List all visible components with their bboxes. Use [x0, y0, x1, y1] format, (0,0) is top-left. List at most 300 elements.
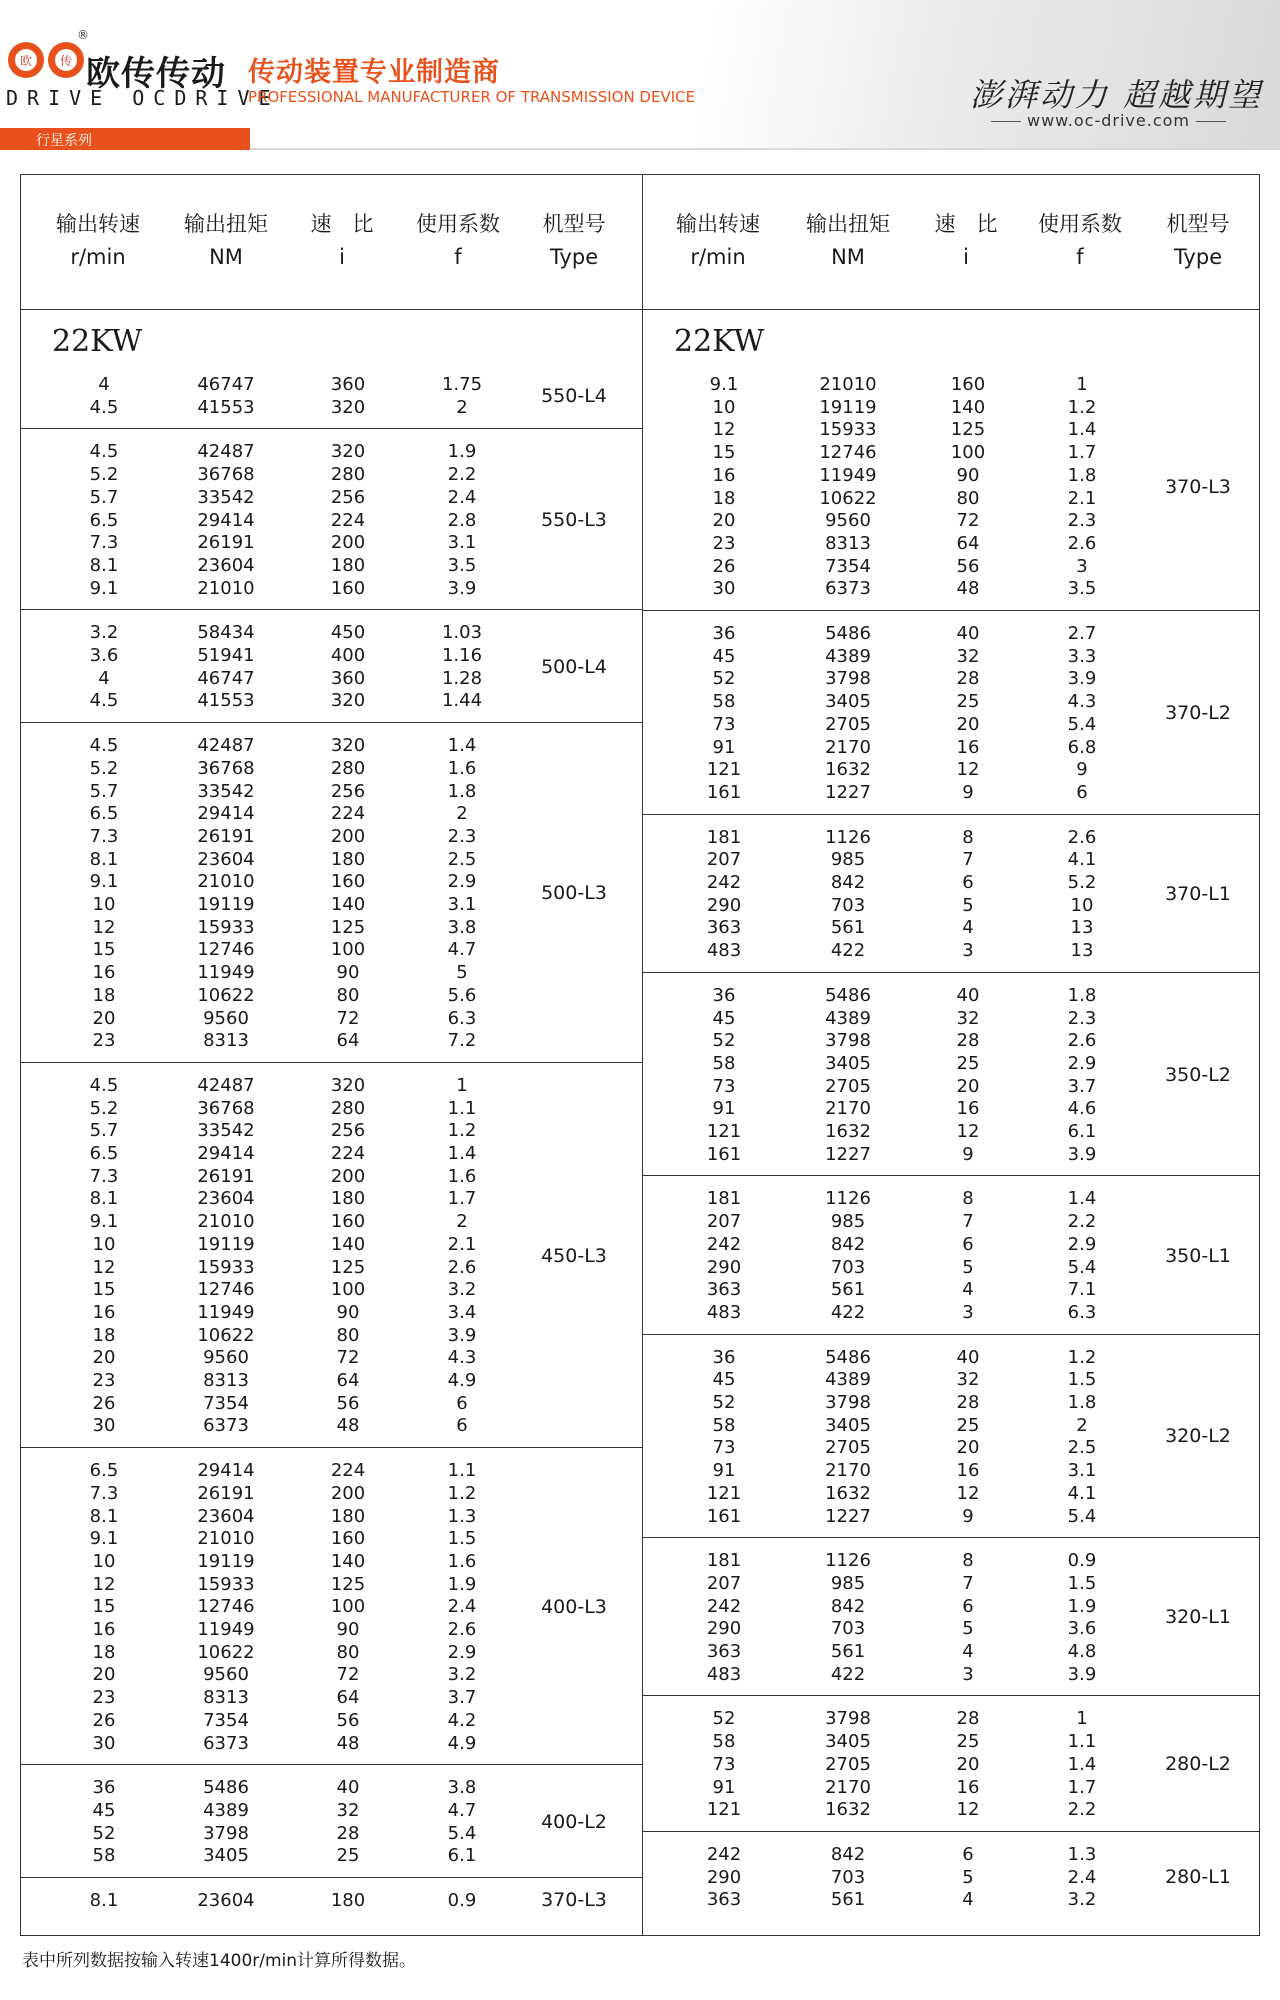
speed-cell: 181 — [706, 1550, 742, 1572]
factor-cell: 4.1 — [1067, 849, 1097, 871]
speed-cell: 207 — [706, 1211, 742, 1233]
ratio-cell: 56 — [336, 1392, 360, 1414]
ratio-cell: 320 — [330, 690, 366, 712]
factor-cell: 4.7 — [447, 1799, 477, 1821]
torque-cell: 29414 — [197, 1143, 255, 1164]
torque-cell: 2170 — [825, 736, 871, 758]
factor-cell: 1.9 — [447, 1573, 477, 1595]
torque-cell: 422 — [830, 940, 866, 962]
factor-cell: 2.3 — [447, 825, 477, 847]
speed-cell: 30 — [92, 1732, 116, 1754]
speed-cell: 7.3 — [89, 532, 119, 554]
factor-cell: 0.9 — [1067, 1550, 1097, 1572]
factor-cell: 1.7 — [1067, 1776, 1097, 1798]
model-type-label: 350-L2 — [1165, 1063, 1231, 1086]
ratio-cell: 48 — [956, 578, 980, 600]
factor-cell: 3.7 — [447, 1687, 477, 1709]
header-rule — [250, 148, 1280, 150]
torque-cell: 7354 — [203, 1709, 249, 1731]
torque-cell: 422 — [830, 1301, 866, 1323]
ratio-cell: 25 — [956, 1052, 980, 1074]
speed-cell: 52 — [712, 1392, 736, 1413]
speed-cell: 10 — [92, 1550, 116, 1572]
speed-cell: 3.2 — [89, 622, 119, 644]
model-type-label: 550-L4 — [541, 384, 607, 407]
ratio-cell: 125 — [950, 419, 986, 441]
ratio-cell: 7 — [962, 1572, 974, 1594]
torque-cell: 42487 — [197, 441, 255, 463]
speed-cell: 121 — [706, 1121, 742, 1142]
ratio-cell: 20 — [956, 713, 980, 735]
model-type-label: 500-L4 — [541, 655, 607, 678]
factor-cell: 1.4 — [447, 1143, 477, 1164]
ratio-cell: 80 — [336, 1641, 360, 1663]
torque-cell: 7354 — [203, 1392, 249, 1414]
factor-cell: 2 — [456, 396, 468, 418]
col-type-en: Type — [549, 245, 599, 269]
ratio-cell: 256 — [330, 780, 366, 802]
torque-cell: 10622 — [197, 984, 255, 1006]
ratio-cell: 280 — [330, 757, 366, 779]
speed-cell: 9.1 — [89, 1211, 119, 1233]
ratio-cell: 80 — [336, 1324, 360, 1346]
model-type-label: 350-L1 — [1165, 1244, 1231, 1267]
speed-cell: 4 — [98, 374, 110, 395]
speed-cell: 290 — [706, 894, 742, 916]
website: www.oc-drive.com — [985, 111, 1232, 130]
col-torque-cn: 输出扭矩 — [806, 212, 890, 236]
group-separator — [20, 1447, 642, 1448]
speed-cell: 4.5 — [89, 396, 119, 418]
factor-cell: 2.3 — [1067, 510, 1097, 532]
ratio-cell: 100 — [330, 1596, 366, 1618]
factor-cell: 3 — [1076, 555, 1088, 577]
factor-cell: 4.2 — [447, 1709, 477, 1731]
right-power-rating: 22KW — [674, 324, 765, 359]
ratio-cell: 224 — [330, 803, 366, 825]
factor-cell: 2.1 — [447, 1233, 477, 1255]
speed-cell: 4 — [98, 667, 110, 689]
col-factor-en: f — [1076, 245, 1084, 269]
speed-cell: 483 — [706, 940, 742, 962]
factor-cell: 1.2 — [447, 1120, 477, 1142]
speed-cell: 52 — [712, 1708, 736, 1730]
ratio-cell: 5 — [962, 1256, 974, 1278]
ratio-cell: 40 — [956, 623, 980, 644]
ratio-cell: 8 — [962, 1188, 974, 1210]
col-ratio-en: i — [339, 245, 345, 269]
torque-cell: 3405 — [825, 1731, 871, 1753]
speed-cell: 73 — [712, 1437, 736, 1459]
ratio-cell: 32 — [956, 1007, 980, 1029]
torque-cell: 33542 — [197, 1120, 255, 1142]
speed-cell: 181 — [706, 1188, 742, 1210]
group-separator — [20, 722, 642, 723]
speed-cell: 290 — [706, 1618, 742, 1640]
factor-cell: 3.9 — [1067, 1143, 1097, 1165]
factor-cell: 3.2 — [1067, 1889, 1097, 1911]
torque-cell: 19119 — [197, 894, 255, 915]
speed-cell: 15 — [712, 442, 736, 464]
factor-cell: 5.4 — [1067, 1505, 1097, 1527]
speed-cell: 4.5 — [89, 690, 119, 712]
factor-cell: 1.5 — [1067, 1369, 1097, 1391]
torque-cell: 703 — [830, 894, 866, 916]
ratio-cell: 200 — [330, 532, 366, 554]
ratio-cell: 48 — [336, 1732, 360, 1754]
ratio-cell: 40 — [336, 1777, 360, 1799]
speed-cell: 18 — [92, 984, 116, 1006]
speed-cell: 161 — [706, 781, 742, 803]
torque-cell: 2705 — [825, 1437, 871, 1459]
torque-cell: 422 — [830, 1663, 866, 1685]
factor-cell: 1.8 — [1067, 464, 1097, 486]
torque-cell: 11949 — [197, 962, 255, 984]
model-type-label: 550-L3 — [541, 508, 607, 531]
torque-cell: 2170 — [825, 1098, 871, 1120]
torque-cell: 21010 — [197, 1211, 255, 1233]
speed-cell: 161 — [706, 1143, 742, 1165]
speed-cell: 8.1 — [89, 1890, 119, 1911]
speed-cell: 242 — [706, 872, 742, 893]
ratio-cell: 3 — [962, 1301, 974, 1323]
ratio-cell: 200 — [330, 1482, 366, 1504]
ratio-cell: 32 — [956, 645, 980, 667]
torque-cell: 8313 — [203, 1687, 249, 1709]
factor-cell: 1.2 — [1067, 396, 1097, 418]
torque-cell: 15933 — [819, 419, 877, 441]
speed-cell: 7.3 — [89, 1482, 119, 1504]
torque-cell: 46747 — [197, 667, 255, 689]
speed-cell: 7.3 — [89, 1165, 119, 1187]
speed-cell: 5.7 — [89, 780, 119, 802]
ratio-cell: 40 — [956, 984, 980, 1006]
col-ratio-cn: 速 比 — [310, 212, 374, 236]
torque-cell: 3798 — [825, 1030, 871, 1052]
torque-cell: 36768 — [197, 464, 255, 486]
torque-cell: 41553 — [197, 690, 255, 712]
factor-cell: 1 — [1076, 1708, 1088, 1730]
col-torque-en: NM — [209, 245, 243, 269]
speed-cell: 4.5 — [89, 1074, 119, 1096]
speed-cell: 23 — [92, 1370, 116, 1391]
col-torque-cn: 输出扭矩 — [184, 212, 268, 236]
torque-cell: 985 — [830, 849, 866, 871]
factor-cell: 13 — [1070, 940, 1094, 962]
motto: 澎湃动力 超越期望 — [970, 76, 1264, 114]
factor-cell: 2.4 — [1067, 1866, 1097, 1888]
torque-cell: 8313 — [203, 1030, 249, 1052]
speed-cell: 8.1 — [89, 1505, 119, 1527]
factor-cell: 2.1 — [1067, 487, 1097, 509]
torque-cell: 21010 — [197, 577, 255, 599]
ratio-cell: 90 — [336, 1301, 360, 1323]
speed-cell: 363 — [706, 1641, 742, 1662]
ratio-cell: 256 — [330, 1120, 366, 1142]
ratio-cell: 320 — [330, 735, 366, 757]
torque-cell: 6373 — [203, 1732, 249, 1754]
speed-cell: 23 — [712, 532, 736, 554]
speed-cell: 18 — [92, 1641, 116, 1663]
ratio-cell: 9 — [962, 1505, 974, 1527]
col-factor-en: f — [454, 245, 462, 269]
speed-cell: 12 — [712, 419, 736, 441]
ratio-cell: 180 — [330, 554, 366, 576]
factor-cell: 1.1 — [1067, 1731, 1097, 1753]
factor-cell: 1.03 — [441, 622, 483, 644]
factor-cell: 5 — [456, 962, 468, 984]
torque-cell: 10622 — [197, 1324, 255, 1346]
ratio-cell: 3 — [962, 940, 974, 962]
torque-cell: 12746 — [197, 1279, 255, 1301]
torque-cell: 12746 — [197, 939, 255, 961]
col-type-cn: 机型号 — [1166, 212, 1230, 236]
factor-cell: 2.6 — [447, 1256, 477, 1278]
group-separator — [642, 972, 1260, 973]
torque-cell: 9560 — [825, 510, 871, 532]
factor-cell: 1.4 — [447, 735, 477, 757]
speed-cell: 8.1 — [89, 554, 119, 576]
torque-cell: 6373 — [825, 578, 871, 600]
speed-cell: 52 — [712, 668, 736, 690]
speed-cell: 6.5 — [89, 1143, 119, 1164]
ratio-cell: 12 — [956, 1799, 980, 1821]
ratio-cell: 7 — [962, 849, 974, 871]
page-header — [0, 0, 1280, 150]
factor-cell: 1.28 — [441, 667, 483, 689]
speed-cell: 4.5 — [89, 441, 119, 463]
factor-cell: 2.2 — [1067, 1211, 1097, 1233]
ratio-cell: 72 — [336, 1007, 360, 1029]
factor-cell: 1.3 — [447, 1505, 477, 1527]
torque-cell: 2170 — [825, 1460, 871, 1482]
torque-cell: 42487 — [197, 735, 255, 757]
factor-cell: 1.7 — [1067, 442, 1097, 464]
registered-mark: ® — [77, 28, 89, 42]
ratio-cell: 180 — [330, 1505, 366, 1527]
factor-cell: 3.9 — [447, 577, 477, 599]
group-separator — [642, 1175, 1260, 1176]
factor-cell: 1.1 — [447, 1097, 477, 1119]
speed-cell: 73 — [712, 1753, 736, 1775]
speed-cell: 30 — [92, 1415, 116, 1437]
model-type-label: 320-L2 — [1165, 1425, 1231, 1448]
factor-cell: 1.16 — [441, 645, 483, 666]
col-factor-cn: 使用系数 — [1038, 212, 1122, 236]
factor-cell: 2.9 — [447, 1641, 477, 1663]
speed-cell: 9.1 — [89, 1528, 119, 1550]
ratio-cell: 8 — [962, 1550, 974, 1572]
col-type-en: Type — [1173, 245, 1223, 269]
speed-cell: 58 — [712, 1414, 736, 1436]
ratio-cell: 9 — [962, 781, 974, 803]
ratio-cell: 16 — [956, 1776, 980, 1798]
factor-cell: 1.4 — [1067, 1188, 1097, 1210]
speed-cell: 8.1 — [89, 1188, 119, 1210]
ratio-cell: 28 — [336, 1822, 360, 1844]
ratio-cell: 320 — [330, 396, 366, 418]
factor-cell: 2 — [456, 803, 468, 825]
speed-cell: 16 — [92, 1619, 116, 1640]
ratio-cell: 200 — [330, 825, 366, 847]
torque-cell: 5486 — [825, 1346, 871, 1368]
speed-cell: 16 — [92, 962, 116, 984]
torque-cell: 1632 — [825, 759, 871, 781]
ratio-cell: 20 — [956, 1437, 980, 1459]
factor-cell: 6.1 — [1067, 1121, 1097, 1142]
torque-cell: 703 — [830, 1866, 866, 1888]
ratio-cell: 32 — [956, 1369, 980, 1391]
factor-cell: 3.1 — [447, 532, 477, 554]
ratio-cell: 160 — [330, 1211, 366, 1233]
speed-cell: 6.5 — [89, 1460, 119, 1482]
speed-cell: 207 — [706, 1572, 742, 1594]
torque-cell: 3798 — [825, 1392, 871, 1413]
speed-cell: 9.1 — [89, 577, 119, 599]
ratio-cell: 5 — [962, 1618, 974, 1640]
torque-cell: 985 — [830, 1572, 866, 1594]
ratio-cell: 280 — [330, 464, 366, 486]
factor-cell: 5.4 — [447, 1822, 477, 1844]
footnote: 表中所列数据按输入转速1400r/min计算所得数据。 — [22, 1951, 417, 1971]
ratio-cell: 224 — [330, 1143, 366, 1164]
ratio-cell: 6 — [962, 1843, 974, 1865]
ratio-cell: 4 — [962, 917, 974, 939]
model-type-label: 280-L1 — [1165, 1865, 1231, 1888]
speed-cell: 45 — [712, 1369, 736, 1391]
torque-cell: 4389 — [825, 1007, 871, 1029]
torque-cell: 11949 — [819, 464, 877, 486]
ratio-cell: 140 — [330, 1233, 366, 1255]
speed-cell: 242 — [706, 1233, 742, 1255]
torque-cell: 8313 — [825, 532, 871, 554]
ratio-cell: 160 — [330, 1528, 366, 1550]
speed-cell: 121 — [706, 1482, 742, 1504]
factor-cell: 7.2 — [447, 1030, 477, 1052]
ratio-cell: 400 — [330, 645, 366, 666]
ratio-cell: 7 — [962, 1211, 974, 1233]
torque-cell: 1632 — [825, 1482, 871, 1504]
model-type-label: 450-L3 — [541, 1244, 607, 1267]
torque-cell: 33542 — [197, 486, 255, 508]
table-center-divider — [642, 174, 643, 1936]
torque-cell: 842 — [830, 1843, 866, 1865]
group-separator — [642, 1537, 1260, 1538]
col-ratio-cn: 速 比 — [934, 212, 998, 236]
speed-cell: 363 — [706, 1889, 742, 1911]
logo-char-1: 欧 — [19, 54, 33, 68]
torque-cell: 6373 — [203, 1415, 249, 1437]
torque-cell: 46747 — [197, 374, 255, 395]
torque-cell: 3798 — [203, 1822, 249, 1844]
ratio-cell: 5 — [962, 894, 974, 916]
speed-cell: 20 — [712, 510, 736, 532]
speed-cell: 16 — [92, 1301, 116, 1323]
ratio-cell: 224 — [330, 1460, 366, 1482]
ratio-cell: 360 — [330, 374, 366, 395]
speed-cell: 121 — [706, 1799, 742, 1821]
speed-cell: 20 — [92, 1007, 116, 1029]
torque-cell: 1632 — [825, 1121, 871, 1142]
speed-cell: 45 — [712, 645, 736, 667]
speed-cell: 20 — [92, 1347, 116, 1369]
factor-cell: 2.6 — [1067, 1030, 1097, 1052]
factor-cell: 2.3 — [1067, 1007, 1097, 1029]
speed-cell: 91 — [712, 1460, 736, 1482]
torque-cell: 36768 — [197, 757, 255, 779]
factor-cell: 3.9 — [447, 1324, 477, 1346]
factor-cell: 3.5 — [1067, 578, 1097, 600]
speed-cell: 58 — [712, 691, 736, 713]
factor-cell: 2.9 — [1067, 1233, 1097, 1255]
factor-cell: 3.1 — [1067, 1460, 1097, 1482]
torque-cell: 33542 — [197, 780, 255, 802]
ratio-cell: 72 — [956, 510, 980, 532]
speed-cell: 5.7 — [89, 1120, 119, 1142]
factor-cell: 3.8 — [447, 1777, 477, 1799]
factor-cell: 6.3 — [1067, 1301, 1097, 1323]
torque-cell: 11949 — [197, 1619, 255, 1640]
ratio-cell: 64 — [336, 1687, 360, 1709]
ratio-cell: 256 — [330, 486, 366, 508]
factor-cell: 5.2 — [1067, 872, 1097, 893]
logo-char-2: 传 — [59, 54, 73, 68]
speed-cell: 26 — [92, 1709, 116, 1731]
factor-cell: 2.6 — [1067, 532, 1097, 554]
series-label: 行星系列 — [36, 133, 92, 149]
group-separator — [642, 1334, 1260, 1335]
ratio-cell: 32 — [336, 1799, 360, 1821]
speed-cell: 10 — [712, 396, 736, 418]
ratio-cell: 80 — [956, 487, 980, 509]
speed-cell: 242 — [706, 1595, 742, 1617]
slogan-cn: 传动装置专业制造商 — [248, 57, 500, 88]
ratio-cell: 6 — [962, 872, 974, 893]
ratio-cell: 224 — [330, 509, 366, 531]
series-bar — [0, 128, 250, 150]
torque-cell: 10622 — [819, 487, 877, 509]
ratio-cell: 90 — [336, 1619, 360, 1640]
torque-cell: 23604 — [197, 1890, 255, 1911]
factor-cell: 5.4 — [1067, 1256, 1097, 1278]
ratio-cell: 25 — [336, 1845, 360, 1867]
ratio-cell: 100 — [330, 939, 366, 961]
torque-cell: 29414 — [197, 803, 255, 825]
speed-cell: 121 — [706, 759, 742, 781]
factor-cell: 10 — [1070, 894, 1094, 916]
ratio-cell: 48 — [336, 1415, 360, 1437]
speed-cell: 73 — [712, 1075, 736, 1097]
ratio-cell: 28 — [956, 668, 980, 690]
speed-cell: 52 — [712, 1030, 736, 1052]
speed-cell: 6.5 — [89, 803, 119, 825]
ratio-cell: 20 — [956, 1075, 980, 1097]
ratio-cell: 360 — [330, 667, 366, 689]
factor-cell: 1.8 — [1067, 1392, 1097, 1413]
group-separator — [20, 1764, 642, 1765]
factor-cell: 2 — [1076, 1414, 1088, 1436]
torque-cell: 58434 — [197, 622, 255, 644]
gear-logo-icon — [6, 38, 86, 82]
table-header-rule — [20, 309, 1260, 310]
torque-cell: 9560 — [203, 1007, 249, 1029]
speed-cell: 290 — [706, 1256, 742, 1278]
speed-cell: 26 — [92, 1392, 116, 1414]
col-type-cn: 机型号 — [542, 212, 606, 236]
torque-cell: 561 — [830, 1641, 866, 1662]
speed-cell: 91 — [712, 1776, 736, 1798]
speed-cell: 58 — [712, 1052, 736, 1074]
